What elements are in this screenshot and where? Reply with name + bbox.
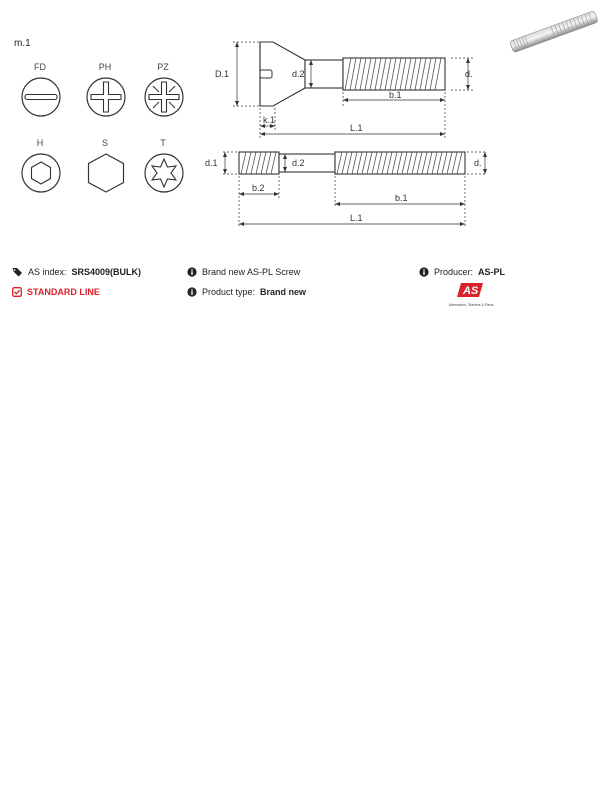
product-type-label: Product type: <box>202 287 256 297</box>
head-type-label: FD <box>34 62 46 72</box>
phillips-head-icon <box>85 76 127 118</box>
as-logo-mark <box>443 282 499 298</box>
product-type-row <box>187 287 306 297</box>
dim-label-d2: d.2 <box>292 69 305 79</box>
dim-label-d1: d.1 <box>205 158 218 168</box>
head-type-label: H <box>36 138 44 148</box>
hex-head-icon <box>85 152 127 194</box>
brand-text: Brand new AS-PL Screw <box>202 267 301 277</box>
dim-label-b1: b.1 <box>389 90 402 100</box>
head-type-label: S <box>101 138 108 148</box>
as-index-value: SRS4009(BULK) <box>71 267 142 277</box>
screw-dimension-drawing <box>205 30 495 140</box>
as-index-row <box>12 267 141 277</box>
hex-socket-head-icon <box>20 152 62 194</box>
head-type-label: PH <box>98 62 112 72</box>
info-icon <box>419 267 429 277</box>
brand-row <box>187 267 300 277</box>
slotted-head-icon <box>20 76 62 118</box>
as-index-label: AS index: <box>28 267 67 277</box>
info-icon <box>187 287 197 297</box>
dim-label-b1: b.1 <box>395 193 408 203</box>
dim-label-b2: b.2 <box>252 183 265 193</box>
tags-icon <box>12 267 23 277</box>
info-icon <box>187 267 197 277</box>
standard-line-label: STANDARD LINE <box>27 287 100 297</box>
logo-mark-text: AS <box>463 285 479 297</box>
torx-head-icon <box>143 152 185 194</box>
check-square-icon <box>12 287 22 297</box>
product-photo <box>503 10 603 55</box>
dim-label-d2: d.2 <box>292 158 305 168</box>
product-type-value: Brand new <box>260 287 307 297</box>
standard-line-row <box>12 287 100 297</box>
dim-label-k1: k.1 <box>263 115 276 125</box>
head-type-label: PZ <box>157 62 169 72</box>
logo-tagline: Alternators, Starters & Parts <box>448 303 494 307</box>
dim-label-D1: D.1 <box>215 69 230 79</box>
dim-label-L1: L.1 <box>350 123 363 133</box>
stud-dimension-drawing <box>205 140 495 230</box>
dim-label-L1: L.1 <box>350 213 363 223</box>
pozidriv-head-icon <box>143 76 185 118</box>
section-label: m.1 <box>14 38 31 49</box>
dim-label-d: d. <box>465 69 473 79</box>
producer-label: Producer: <box>434 267 474 277</box>
head-types-grid <box>14 60 194 200</box>
producer-value: AS-PL <box>478 267 506 277</box>
as-pl-logo <box>443 282 499 307</box>
head-type-label: T <box>160 138 166 148</box>
producer-row <box>419 267 505 277</box>
dim-label-d: d. <box>474 158 482 168</box>
